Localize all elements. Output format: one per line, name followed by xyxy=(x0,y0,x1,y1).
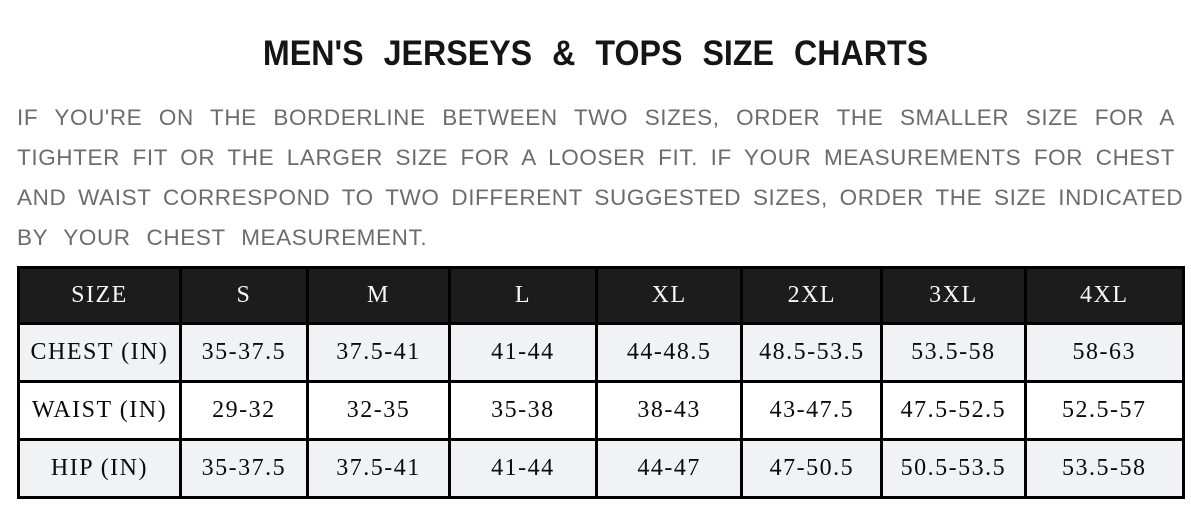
size-value-cell: 48.5-53.5 xyxy=(742,324,882,382)
size-value-cell: 38-43 xyxy=(596,382,742,440)
size-value-cell: 37.5-41 xyxy=(307,440,449,498)
size-value-cell: 53.5-58 xyxy=(882,324,1025,382)
size-chart-body xyxy=(19,324,1184,498)
page-title: MEN'S JERSEYS & TOPS SIZE CHARTS xyxy=(262,34,929,73)
size-value-cell: 41-44 xyxy=(450,440,597,498)
size-value-cell: 35-37.5 xyxy=(180,440,307,498)
size-value-cell: 44-48.5 xyxy=(596,324,742,382)
size-chart-header-row xyxy=(19,268,1184,324)
column-header-3xl: 3XL xyxy=(882,268,1025,324)
size-value-cell: 37.5-41 xyxy=(307,324,449,382)
size-value-cell: 41-44 xyxy=(450,324,597,382)
row-label: WAIST (IN) xyxy=(19,382,181,440)
size-value-cell: 58-63 xyxy=(1025,324,1183,382)
intro-line-2: TIGHTER FIT OR THE LARGER SIZE FOR A LOOSER FIT. IF YOUR MEASUREMENTS FOR CHEST xyxy=(17,145,1175,170)
size-chart-table xyxy=(17,266,1185,499)
size-value-cell: 47.5-52.5 xyxy=(882,382,1025,440)
table-row xyxy=(19,382,1184,440)
column-header-xl: XL xyxy=(596,268,742,324)
column-header-s: S xyxy=(180,268,307,324)
table-row xyxy=(19,324,1184,382)
table-row xyxy=(19,440,1184,498)
size-value-cell: 52.5-57 xyxy=(1025,382,1183,440)
title-row xyxy=(0,34,1191,74)
intro-line-4: BY YOUR CHEST MEASUREMENT. xyxy=(17,225,428,250)
size-value-cell: 53.5-58 xyxy=(1025,440,1183,498)
size-value-cell: 43-47.5 xyxy=(742,382,882,440)
column-header-2xl: 2XL xyxy=(742,268,882,324)
intro-line-1: IF YOU'RE ON THE BORDERLINE BETWEEN TWO SIZES, ORDER THE SMALLER SIZE FOR A xyxy=(17,105,1175,130)
size-value-cell: 35-38 xyxy=(450,382,597,440)
column-header-4xl: 4XL xyxy=(1025,268,1183,324)
size-value-cell: 50.5-53.5 xyxy=(882,440,1025,498)
column-header-m: M xyxy=(307,268,449,324)
size-value-cell: 47-50.5 xyxy=(742,440,882,498)
size-value-cell: 44-47 xyxy=(596,440,742,498)
size-value-cell: 35-37.5 xyxy=(180,324,307,382)
column-header-size: SIZE xyxy=(19,268,181,324)
sizing-advice-paragraph xyxy=(17,98,1184,258)
column-header-l: L xyxy=(450,268,597,324)
size-chart-header xyxy=(19,268,1184,324)
row-label: CHEST (IN) xyxy=(19,324,181,382)
size-value-cell: 29-32 xyxy=(180,382,307,440)
size-value-cell: 32-35 xyxy=(307,382,449,440)
intro-line-3: AND WAIST CORRESPOND TO TWO DIFFERENT SUGGESTED SIZES, ORDER THE SIZE INDICATED xyxy=(17,185,1184,210)
row-label: HIP (IN) xyxy=(19,440,181,498)
